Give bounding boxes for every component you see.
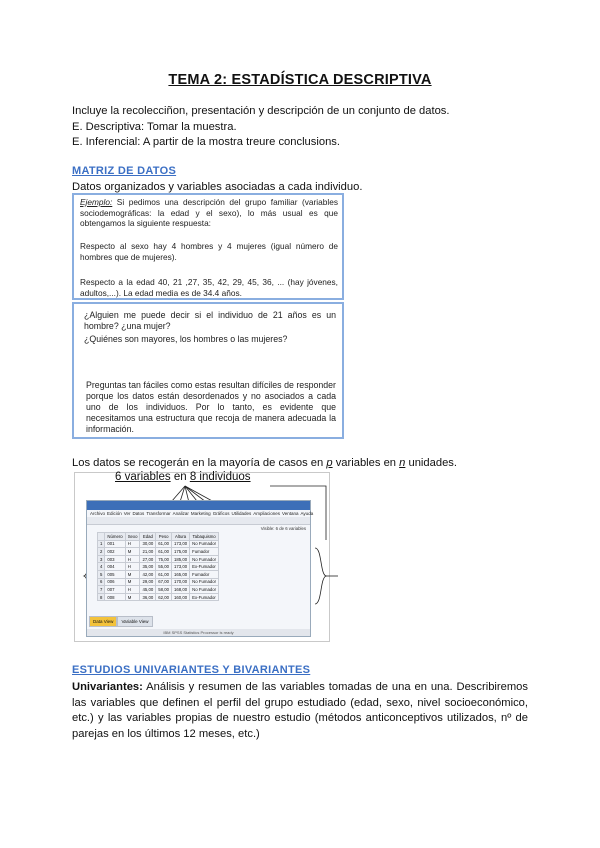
univariantes-paragraph xyxy=(72,680,528,742)
table-row[interactable] xyxy=(98,586,219,594)
data-grid xyxy=(97,532,219,601)
intro-line-1: Incluye la recolecciñon, presentación y descripción de un conjunto de datos. xyxy=(72,105,450,117)
table-cell[interactable]: 005 xyxy=(105,570,125,578)
table-cell[interactable]: No Fumador xyxy=(190,586,219,594)
menu-ayuda[interactable]: Ayuda xyxy=(300,511,314,516)
table-cell[interactable]: No Fumador xyxy=(190,555,219,563)
row-number[interactable]: 3 xyxy=(98,555,105,563)
menu-graficos[interactable]: Gráficos xyxy=(212,511,230,516)
table-cell[interactable]: Ex-Fumador xyxy=(190,593,219,601)
menu-ampliaciones[interactable]: Ampliaciones xyxy=(253,511,280,516)
row-number[interactable]: 2 xyxy=(98,548,105,556)
row-num-header xyxy=(98,533,105,541)
collect-post: unidades. xyxy=(405,457,458,469)
matriz-subtitle: Datos organizados y variables asociadas a cada individuo. xyxy=(72,181,363,193)
menu-ver[interactable]: Ver xyxy=(123,511,131,516)
table-cell[interactable]: Fumador xyxy=(190,548,219,556)
table-cell[interactable]: 61,00 xyxy=(156,548,172,556)
table-cell[interactable]: H xyxy=(125,540,140,548)
col-altura[interactable]: Altura xyxy=(172,533,190,541)
menu-ventana[interactable]: Ventana xyxy=(281,511,299,516)
example-sex-text: Respecto al sexo hay 4 hombres y 4 mujeres (igual número de hombres que de mujeres). xyxy=(80,241,338,262)
collect-p: p xyxy=(326,457,333,469)
row-number[interactable]: 6 xyxy=(98,578,105,586)
table-cell[interactable]: 55,00 xyxy=(156,563,172,571)
question-2: ¿Quiénes son mayores, los hombres o las mujeres? xyxy=(84,334,288,344)
table-cell[interactable]: No Fumador xyxy=(190,578,219,586)
table-cell[interactable]: 61,00 xyxy=(156,540,172,548)
table-cell[interactable]: M xyxy=(125,593,140,601)
table-cell[interactable]: 168,00 xyxy=(172,586,190,594)
table-cell[interactable]: 62,00 xyxy=(156,593,172,601)
row-number[interactable]: 5 xyxy=(98,570,105,578)
table-cell[interactable]: 185,00 xyxy=(172,555,190,563)
table-cell[interactable]: 001 xyxy=(105,540,125,548)
table-cell[interactable]: 29,00 xyxy=(140,578,156,586)
menu-analizar[interactable]: Analizar xyxy=(172,511,189,516)
example-age-text: Respecto a la edad 40, 21 ,27, 35, 42, 29, 45, 36, ... (hay jóvenes, adultos,...). La edad media es de 34.4 años. xyxy=(80,277,338,298)
intro-line-3: E. Inferencial: A partir de la mostra treure conclusions. xyxy=(72,136,341,148)
table-cell[interactable]: 165,00 xyxy=(172,570,190,578)
col-edad[interactable]: Edad xyxy=(140,533,156,541)
table-cell[interactable]: 173,00 xyxy=(172,563,190,571)
col-numero[interactable]: Número xyxy=(105,533,125,541)
table-cell[interactable]: 002 xyxy=(105,548,125,556)
table-cell[interactable]: 30,00 xyxy=(140,540,156,548)
menu-transformar[interactable]: Transformar xyxy=(146,511,171,516)
col-sexo[interactable]: Sexo xyxy=(125,533,140,541)
visible-vars: Visible: 6 de 6 variables xyxy=(260,526,306,531)
menu-datos[interactable]: Datos xyxy=(132,511,145,516)
table-cell[interactable]: 58,00 xyxy=(156,586,172,594)
univariantes-text: Análisis y resumen de las variables tomadas de una en una. Describiremos las variables que definen el perfil del grupo estudiado (edad, sexo, nivel socioeconómico, etc.) y las variables propias de nuestro estudio (métodos anticonceptivos utilizados, nº de parejas en los últimos 12 meses, etc.) xyxy=(72,681,528,740)
grid-header-row xyxy=(98,533,219,541)
tab-data-view[interactable]: Data View xyxy=(89,616,117,627)
table-cell[interactable]: 75,00 xyxy=(156,555,172,563)
table-cell[interactable]: 007 xyxy=(105,586,125,594)
table-cell[interactable]: 008 xyxy=(105,593,125,601)
view-tabs xyxy=(89,616,153,627)
table-row[interactable] xyxy=(98,540,219,548)
annot-en: en xyxy=(170,471,190,483)
table-cell[interactable]: H xyxy=(125,555,140,563)
table-cell[interactable]: 173,00 xyxy=(172,540,190,548)
table-cell[interactable]: 61,00 xyxy=(156,570,172,578)
table-cell[interactable]: M xyxy=(125,578,140,586)
table-cell[interactable]: 160,00 xyxy=(172,593,190,601)
explanation-text: Preguntas tan fáciles como estas resultan difíciles de responder porque los datos están desordenados y no asociados a cada uno de los individuos. Por lo tanto, es evidente que necesitamos una estructura que recoja de manera adecuada la información. xyxy=(86,380,336,434)
table-cell[interactable]: H xyxy=(125,563,140,571)
question-1: ¿Alguien me puede decir si el individuo de 21 años es un hombre? ¿una mujer? xyxy=(84,310,336,331)
matriz-heading: MATRIZ DE DATOS xyxy=(72,165,177,177)
table-row[interactable] xyxy=(98,563,219,571)
table-cell[interactable]: M xyxy=(125,570,140,578)
table-cell[interactable]: 21,00 xyxy=(140,548,156,556)
table-row[interactable] xyxy=(98,593,219,601)
intro-line-2: E. Descriptiva: Tomar la muestra. xyxy=(72,121,237,133)
univariantes-label: Univariantes: xyxy=(72,681,143,693)
table-cell[interactable]: 42,00 xyxy=(140,570,156,578)
spss-titlebar xyxy=(87,501,310,510)
table-cell[interactable]: 003 xyxy=(105,555,125,563)
table-cell[interactable]: 27,00 xyxy=(140,555,156,563)
row-number[interactable]: 8 xyxy=(98,593,105,601)
table-cell[interactable]: 45,00 xyxy=(140,586,156,594)
table-cell[interactable]: 175,00 xyxy=(172,548,190,556)
menu-marketing[interactable]: Marketing xyxy=(190,511,211,516)
example-text: Si pedimos una descripción del grupo familiar (variables sociodemográficas: la edad y el sexo), lo más usual es que obtengamos la siguiente respuesta: xyxy=(80,197,338,228)
table-cell[interactable]: H xyxy=(125,586,140,594)
table-cell[interactable]: 170,00 xyxy=(172,578,190,586)
page-title: TEMA 2: ESTADÍSTICA DESCRIPTIVA xyxy=(168,72,432,88)
annot-inds: 8 individuos xyxy=(189,471,251,483)
row-number[interactable]: 1 xyxy=(98,540,105,548)
collect-pre: Los datos se recogerán en la mayoría de casos en xyxy=(72,457,327,469)
tab-variable-view[interactable]: Variable View xyxy=(117,616,152,627)
collect-mid: variables en xyxy=(332,457,400,469)
estudios-heading: ESTUDIOS UNIVARIANTES Y BIVARIANTES xyxy=(72,664,311,676)
row-number[interactable]: 7 xyxy=(98,586,105,594)
table-cell[interactable]: 004 xyxy=(105,563,125,571)
table-row[interactable] xyxy=(98,578,219,586)
collect-n: n xyxy=(399,457,406,469)
table-cell[interactable]: 67,00 xyxy=(156,578,172,586)
menu-edicion[interactable]: Edición xyxy=(107,511,122,516)
annot-vars: 6 variables xyxy=(115,471,171,483)
example-label: Ejemplo: xyxy=(80,197,113,207)
spss-toolbar xyxy=(87,517,310,525)
table-cell[interactable]: M xyxy=(125,548,140,556)
menu-archivo[interactable]: Archivo xyxy=(90,511,106,516)
col-peso[interactable]: Peso xyxy=(156,533,172,541)
table-cell[interactable]: 36,00 xyxy=(140,593,156,601)
status-bar: IBM SPSS Statistics Processor is ready xyxy=(87,629,310,636)
spss-menubar xyxy=(87,510,314,517)
table-cell[interactable]: 006 xyxy=(105,578,125,586)
table-row[interactable] xyxy=(98,570,219,578)
row-number[interactable]: 4 xyxy=(98,563,105,571)
table-row[interactable] xyxy=(98,548,219,556)
col-tabaquismo[interactable]: Tabaquismo xyxy=(190,533,219,541)
table-row[interactable] xyxy=(98,555,219,563)
menu-utilidades[interactable]: Utilidades xyxy=(231,511,252,516)
table-cell[interactable]: 35,00 xyxy=(140,563,156,571)
table-cell[interactable]: No Fumador xyxy=(190,540,219,548)
table-cell[interactable]: Fumador xyxy=(190,570,219,578)
spss-window xyxy=(86,500,314,637)
table-cell[interactable]: Ex-Fumador xyxy=(190,563,219,571)
